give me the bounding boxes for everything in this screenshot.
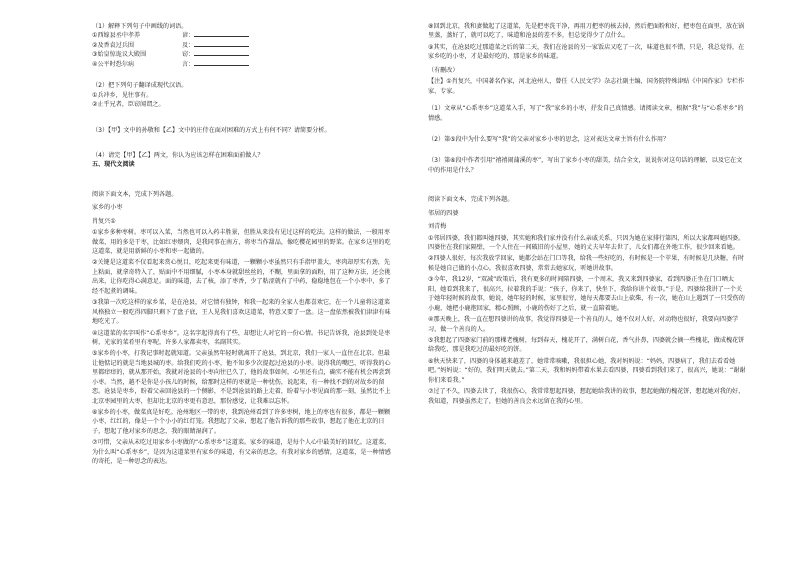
paragraph: ④那天晚上，我一直在想四婆讲的故事，我觉得四婆是一个善良的人，她不仅对人好，对动物也很好，我要向四婆学习，做一个善良的人。 xyxy=(428,316,739,333)
paragraph: ③我第一次吃这样的家乡菜，是在沧县，对它情有独钟，和我一起来的全家人也都喜欢它，在一个儿童将这道菜风格独立一般吃得四脚只剩下了盘子底，王人见我们喜欢这道菜，特意又要了一盘。这一盘依然被我们津津有味地吃光了。 xyxy=(92,299,391,326)
answer-blank[interactable] xyxy=(194,41,249,47)
reading-prompt: 阅读下面文本，完成下列各题。 xyxy=(428,196,514,204)
question: （3）第⑥段中作者引用“禧禧闹蒲溪的枣”，写出了家乡小枣的甜美，结合全文，说说你对这句话的理解，以及它在文中的作用是什么？ xyxy=(428,157,743,174)
paragraph: ④这道菜的名字叫作“心系枣乡”。这名字起得真有了些，却想让人对它的一份心情。书记告诉我，沧县到处是枣树，光家的菜肴里有枣呢，许多人家都卖枣，名副其实。 xyxy=(92,329,391,346)
paragraph: ⑥秋天快来了，四婆的身体越来越差了，她常常咳嗽，我很担心她，我对妈妈说：“妈妈，四婆病了，我们去看看她吧。”妈妈说：“好的，我们明天就去。”第二天，我和妈妈带着水果去看四婆，四婆看到我们来了，很高兴，她说：“谢谢你们来看我。” xyxy=(428,357,746,384)
paragraph: ②关键是这道菜不仅看起来赏心悦目，吃起来更有味道，一颗颗小枣虽然只有手指甲盖大，枣肉却厚实有劲，先上粘面，就拿奇特入了，贴面中不用细腻，小枣本身就甜丝丝的，不糊，里面拿的面粉，用了这种方法，还会挑出来，让你吃得心满意足。面的味道，去了核，添了枣香，少了粘涩就有了中药，稳稳地包在一个小枣中，多了经不起煮的调味。 xyxy=(92,259,391,295)
question-3: （3）【甲】文中的孙敬和【乙】文中的庄侍在面对困难的方式上有何不同？请简要分析。 xyxy=(92,126,331,134)
answer-blank[interactable] xyxy=(194,60,249,66)
translate-item: ①兵冲乡，见往事有。 xyxy=(92,91,153,99)
paragraph: ⑨其实，在沧县吃过那道菜之后的第二天，我们在沧县的另一家饭店又吃了一次，味道也很不错，只是，我总觉得，在家乡吃的小枣，才是最好吃的，那是家乡的味道。 xyxy=(428,43,745,61)
article-title: 邻居的四婆 xyxy=(428,209,459,217)
question-explain-title: （1）解释下列句子中画线的词语。 xyxy=(92,23,188,30)
paragraph: ①家乡多种枣树。枣可以入菜，当然也可以入药丰胜景，但胜从来没有见过这样的吃法。这样的做法，一般用枣做菜，用的多是干枣，比如红枣煨肉，是我同事在南方，将枣当作甜品，像吃樱花园里的野菜。在家乡这里的吃这道菜，就是用新鲜的小枣和枣一起做的。 xyxy=(92,229,391,255)
question: （2）第⑤段中为什么要写“我”的父亲对家乡小枣的思念，这对表达文章主旨有什么作用？ xyxy=(428,135,670,143)
reading-prompt: 阅读下面文本，完成下列各题。 xyxy=(92,190,178,198)
author-note: 【注】①肖复兴，中国著名作家，河北沧州人，曾任《人民文学》杂志社副主编，国务院特殊津贴《中国作家》专栏作家、专家。 xyxy=(428,78,745,95)
paragraph: ①邻居四婆，我们都叫她四婆，其实她和我们家并没有什么亲戚关系，只因为她在家排行第四，所以大家都叫她四婆。四婆住在我们家隔壁，一个人住在一间破旧的小屋里，她的丈夫早年去世了，儿女们都在外地工作，很少回来看她。 xyxy=(428,234,745,251)
question-translate-title: （2）把下列句子翻译成现代汉语。 xyxy=(92,82,188,90)
explain-item: ④公平时恐尔病 言： xyxy=(92,60,392,69)
translate-item: ②止乎兄者，臣窃闻谓之。 xyxy=(92,101,165,109)
paragraph: ⑦可惜，父亲从未吃过用家乡小枣做的“心系枣乡”这道菜。家乡的味道，是每个人心中最美好的回忆。这道菜，为什么叫“心系枣乡”，是因为这道菜里有家乡的味道，有父亲的思念，有我对家乡的感情，这道菜，是一种情感的寄托，是一种思念的表达。 xyxy=(92,439,391,466)
note-title: （有删改） xyxy=(428,66,459,74)
question-4: （4）请完【甲】【乙】两文，你认为应该怎样在困难面前做人？ xyxy=(92,151,264,159)
paragraph: ⑤家乡的小枣，打我记事时起就知道。父亲虽然年轻时就离开了沧县，到北京，我们一家人一直住在北京。但最让他惦记的就是当地县城的枣。给我们吃的小枣，他不知多少次提起过沧县的小枣。说得我的嘴巴、听得我的心里都痒痒的，就从那开始，我就对沧县的小枣向往已久了，他的故事如何，心里还有点，确实不能有机会再尝到小枣。当然，越不是你是小孩儿的时候，给那时这样的枣就是一种忧伤，说起来，有一种找不到的对故乡的留恋。沧县是枣乡，盼着父亲回沧县的一个侧影，不是到沧县的路上走着，盼着与小枣见面的那一刻，虽然比不上北京枣园里的大枣，但却比北京的枣更有意思，那份感觉，让我难以忘怀。 xyxy=(92,350,391,405)
answer-blank[interactable] xyxy=(194,50,249,56)
question: （1）文章从“心系枣乡”这道菜入手，写了“我”家乡的小枣，抒发自己真情感。请阅读文章，根据“我”与“心系枣乡”的情感。 xyxy=(428,105,744,122)
answer-blank[interactable] xyxy=(194,31,249,37)
section-title: 五、现代文阅读 xyxy=(92,161,135,169)
explain-list xyxy=(92,31,392,69)
paragraph: ⑥家乡的小枣，做菜真是好吃。沧州地区一带的枣，我到沧州看到了许多枣树，地上的枣也有很多，都是一颗颗小枣，红红的，像是一个个小小的红灯笼。我想起了父亲，想起了他告诉我的那些故事，想起了他在北京的日子，想起了他对家乡的思念，我的眼睛湿润了。 xyxy=(92,409,390,435)
explain-item: ①西嫁县丞中孝养 谚： xyxy=(92,31,392,40)
paragraph: ③今年，我12岁，“双减”政策后，我有更多的时间陪四婆，一个周末，我又来到四婆家，看到四婆正坐在门口晒太阳，她看到我来了，很高兴，拉着我的手说：“孩子，你来了，快坐下，我给你讲个故事。”于是，四婆给我讲了一个关于她年轻时候的故事，她说，她年轻的时候，家里很穷，她每天都要去山上砍柴，有一次，她在山上遇到了一只受伤的小鹿，她把小鹿抱回家，精心照顾，小鹿的伤好了之后，就一直陪着她。 xyxy=(428,276,745,312)
left-column xyxy=(92,22,392,542)
paragraph: ②四婆人很好，每次我放学回家，她都会站在门口等我，给我一些好吃的，有时候是一个苹果，有时候是几块糖，有时候是她自己做的小点心。我很喜欢四婆，常常去她家玩，听她讲故事。 xyxy=(428,255,745,272)
explain-item: ③始皇惊诡议大殿围 窃： xyxy=(92,50,392,59)
paragraph: ⑧回到北京，我和妻做起了这道菜，先是把枣洗干净，再用刀把枣的核去掉，然后把面粉和好，把枣包在面里，放在锅里蒸，蒸好了，就可以吃了，味道和沧县的差不多，但总觉得少了点什么。 xyxy=(428,23,745,40)
explain-item: ②及香袁过兵围 及： xyxy=(92,41,392,50)
article-title: 家乡的小枣 xyxy=(92,204,123,212)
paragraph: ⑤我想起了四婆家门前的那棵老槐树，每到春天，槐花开了，满树白花，香气扑鼻，四婆就会摘一些槐花，做成槐花饼给我吃，那是我吃过的最好吃的饼。 xyxy=(428,336,745,354)
paragraph: ⑦过了不久，四婆去世了，我很伤心，我常常想起四婆，想起她给我讲的故事，想起她做的槐花饼，想起她对我的好，我知道，四婆虽然走了，但她的善良会永远留在我的心里。 xyxy=(428,388,745,405)
right-column xyxy=(428,22,746,542)
article-author: 刘青梅 xyxy=(428,223,447,231)
article-author: 肖复兴① xyxy=(92,217,116,225)
